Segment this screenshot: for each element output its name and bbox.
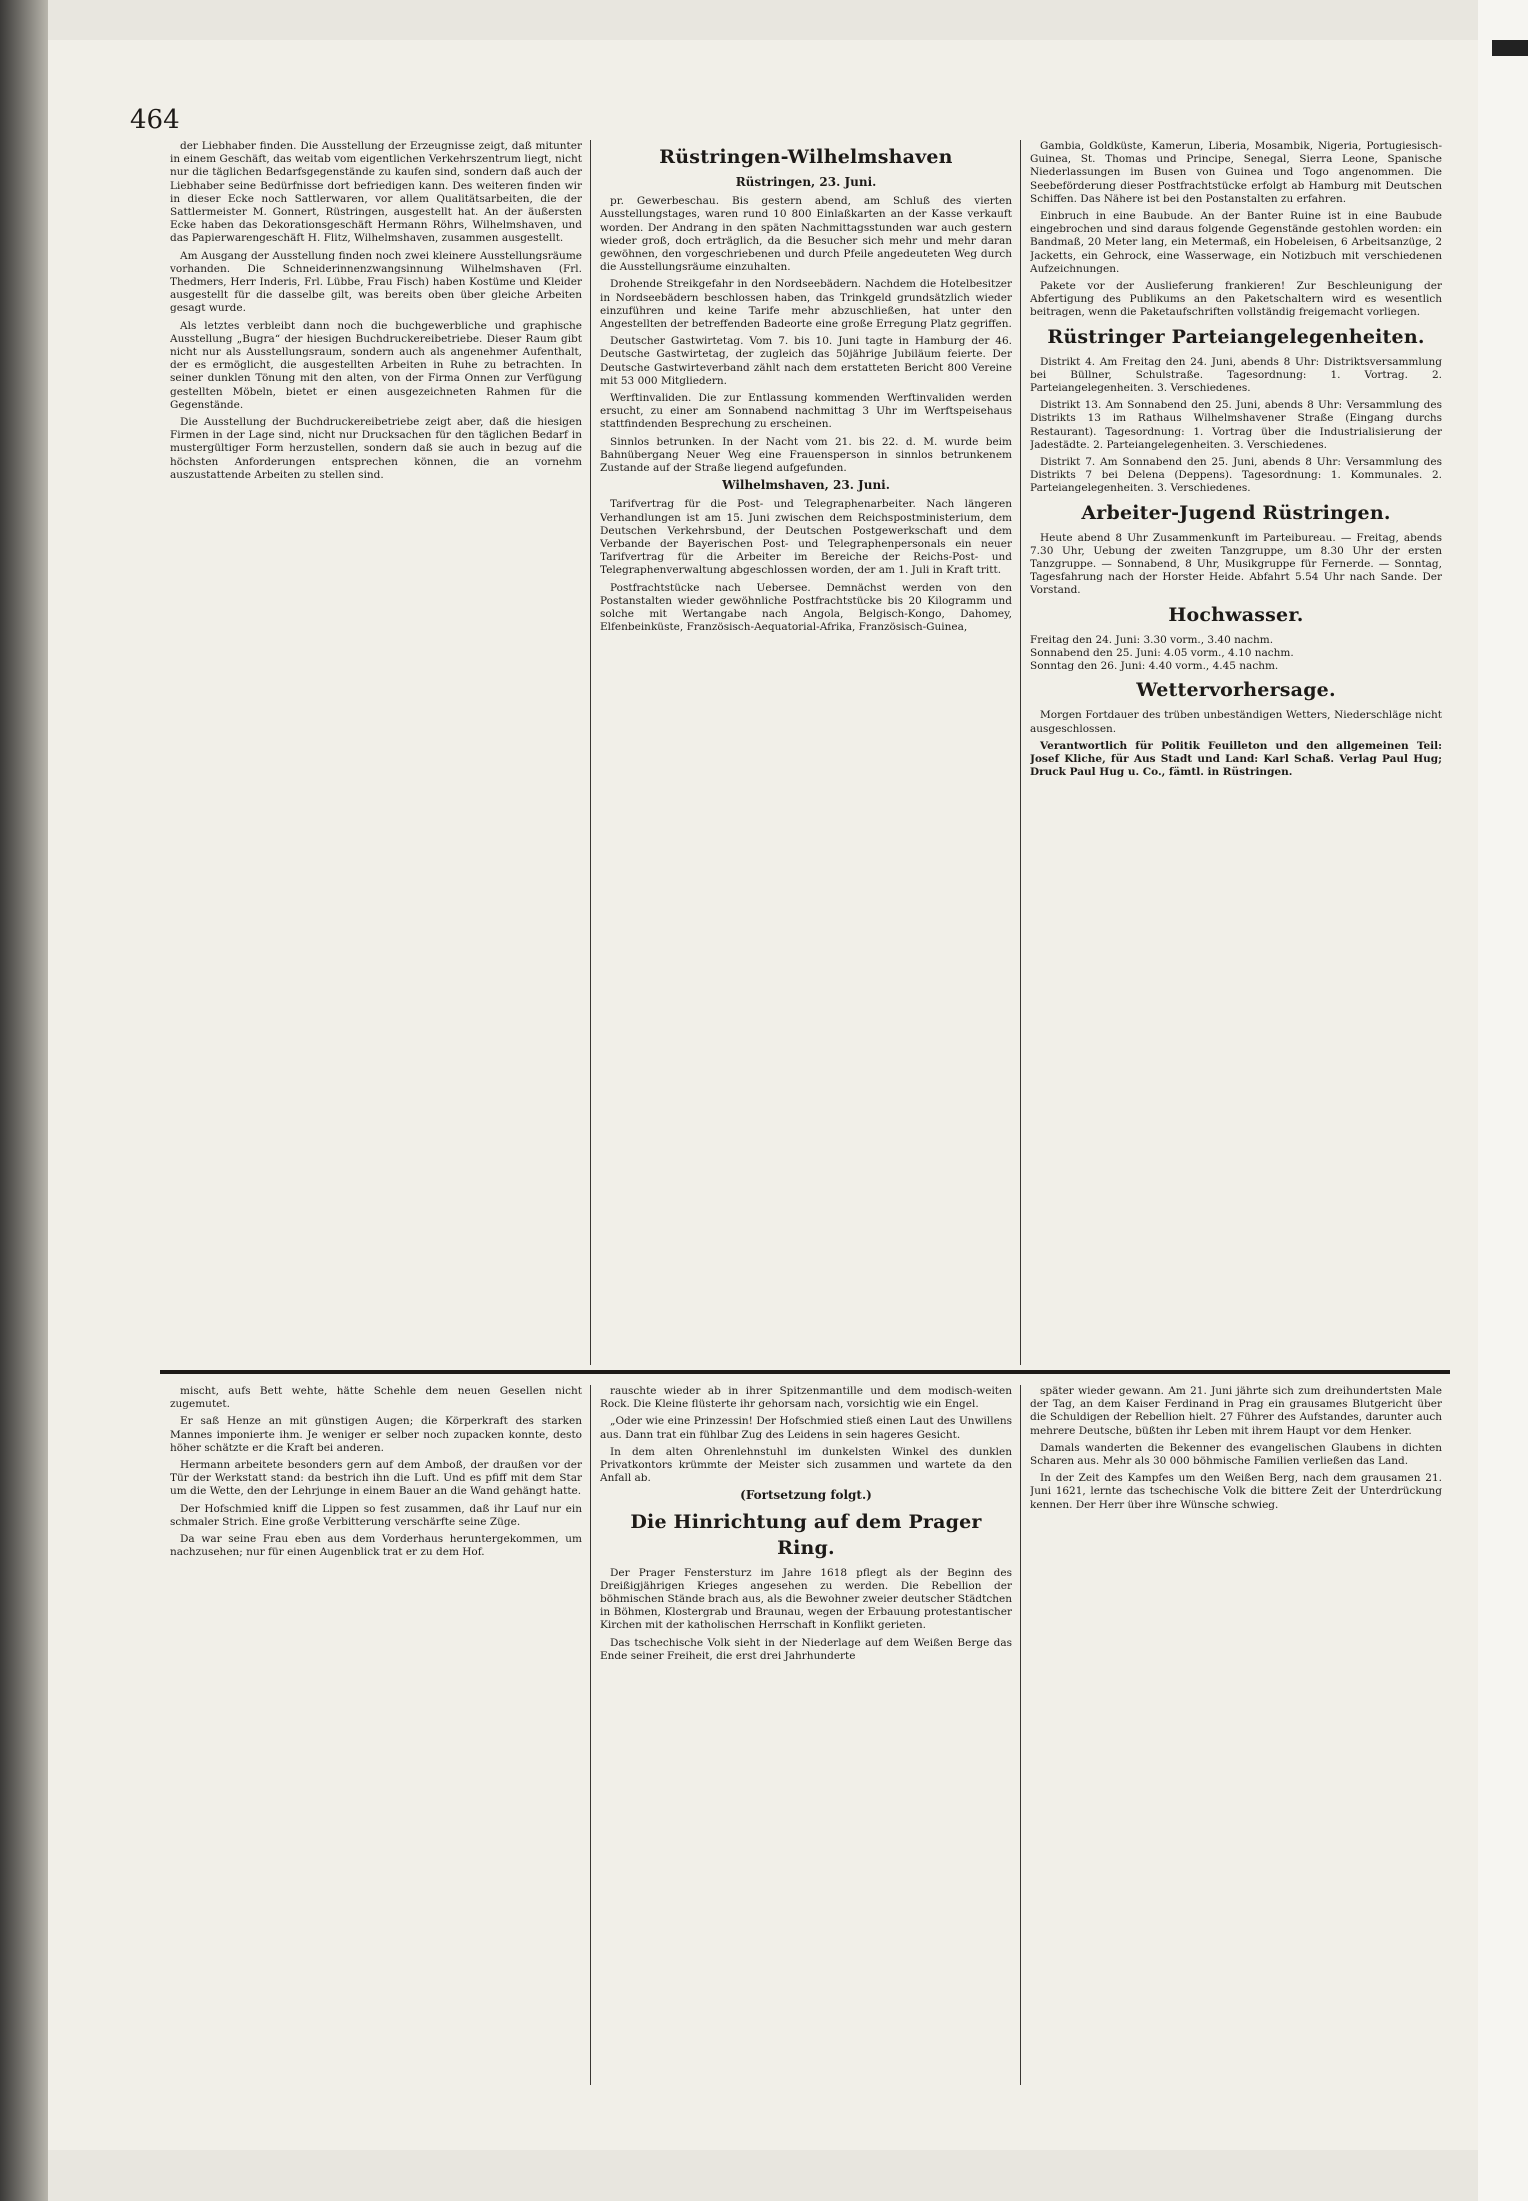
paragraph: Postfrachtstücke nach Uebersee. Demnächst werden von den Postanstalten wieder gewöhnliche Postfrachtstücke bis 20 Kilogramm und solche mit Wertangabe nach Angola, Belgisch-Kongo, Dahomey, Elfenbeinküste, Französisch-Aequatorial-Afrika, Französisch-Guinea,	[600, 581, 1012, 634]
page-divider	[160, 1370, 1450, 1374]
column-1	[170, 140, 582, 1360]
paragraph: Einbruch in eine Baubude. An der Banter Ruine ist in eine Baubude eingebrochen und sind daraus folgende Gegenstände gestohlen worden: ein Bandmaß, 20 Meter lang, ein Metermaß, ein Hobeleisen, 6 Arbeitsanzüge, 2 Jacketts, ein Gehrock, eine Wasserwage, ein Notizbuch mit verschiedenen Aufzeichnungen.	[1030, 210, 1442, 275]
section-headline: Arbeiter-Jugend Rüstringen.	[1081, 501, 1391, 524]
section-headline: Rüstringen-Wilhelmshaven	[659, 146, 953, 168]
paragraph: rauschte wieder ab in ihrer Spitzenmantille und dem modisch-weiten Rock. Die Kleine flüsterte ihr gehorsam nach, vorsichtig wie ein Engel.	[600, 1385, 1012, 1411]
section-headline: Wettervorhersage.	[1136, 679, 1336, 702]
column-3	[1030, 140, 1442, 1365]
tide-line: Sonntag den 26. Juni: 4.40 vorm., 4.45 nachm.	[1030, 660, 1279, 673]
paragraph: Distrikt 13. Am Sonnabend den 25. Juni, abends 8 Uhr: Versammlung des Distrikts 13 im Rathaus Wilhelmshavener Straße (Eingang durchs Restaurant). Tagesordnung: 1. Vortrag über die Industrialisierung der Jadestädte. 2. Parteiangelegenheiten. 3. Verschiedenes.	[1030, 399, 1442, 451]
section-headline: Rüstringer Parteiangelegenheiten.	[1047, 325, 1425, 348]
paragraph: der Liebhaber finden. Die Ausstellung der Erzeugnisse zeigt, daß mitunter in einem Geschäft, das weitab vom eigentlichen Verkehrszentrum liegt, nicht nur die täglichen Bedarfsgegenstände zu kaufen sind, sondern daß auch der Liebhaber seine Bedürfnisse dort befriedigen kann. Des weiteren finden wir in dieser Ecke noch Sattlerwaren, vor allem Qualitätsarbeiten, die der Sattlermeister M. Gonnert, Rüstringen, ausgestellt hat. An der äußersten Ecke haben das Dekorationsgeschäft Hermann Röhrs, Wilhelmshaven, und das Papierwarengeschäft H. Flitz, Wilhelmshaven, zusammen ausgestellt.	[170, 140, 582, 245]
paragraph: In der Zeit des Kampfes um den Weißen Berg, nach dem grausamen 21. Juni 1621, lernte das tschechische Volk die bittere Zeit der Unterdrückung kennen. Der Herr über ihre Wünsche schwieg.	[1030, 1472, 1442, 1511]
continued-note: (Fortsetzung folgt.)	[740, 1488, 872, 1503]
column-rule	[590, 140, 591, 1365]
page-number: 464	[130, 105, 180, 135]
paragraph: Da war seine Frau eben aus dem Vorderhaus heruntergekommen, um nachzusehen; nur für einen Augenblick trat er zu dem Hof.	[170, 1533, 582, 1559]
paragraph: Distrikt 7. Am Sonnabend den 25. Juni, abends 8 Uhr: Versammlung des Distrikts 7 bei Delena (Deppens). Tagesordnung: 1. Kommunales. 2. Parteiangelegenheiten. 3. Verschiedenes.	[1030, 456, 1442, 495]
paragraph: Als letztes verbleibt dann noch die buchgewerbliche und graphische Ausstellung „Bugra“ der hiesigen Buchdruckereibetriebe. Dieser Raum gibt nicht nur als Ausstellungsraum, sondern auch als angenehmer Aufenthalt, der es ermöglicht, die ausgestellten Arbeiten in Ruhe zu betrachten. In seiner dunklen Tönung mit den alten, von der Firma Onnen zur Verfügung gestellten Möbeln, bietet er einen ausgezeichneten Rahmen für die Gegenstände.	[170, 319, 582, 411]
paragraph: Sinnlos betrunken. In der Nacht vom 21. bis 22. d. M. wurde beim Bahnübergang Neuer Weg eine Frauensperson in sinnlos betrunkenem Zustande auf der Straße liegend aufgefunden.	[600, 435, 1012, 475]
scan-tab-marker	[1492, 40, 1528, 56]
imprint: Verantwortlich für Politik Feuilleton und den allgemeinen Teil: Josef Kliche, für Aus Stadt und Land: Karl Schaß. Verlag Paul Hug; Druck Paul Hug u. Co., fämtl. in Rüstringen.	[1030, 739, 1442, 779]
article-headline: Die Hinrichtung auf dem Prager Ring.	[630, 1510, 982, 1559]
paragraph: „Oder wie eine Prinzessin! Der Hofschmied stieß einen Laut des Unwillens aus. Dann trat ein fühlbar Zug des Leidens in sein hageres Gesicht.	[600, 1415, 1012, 1441]
paragraph: Morgen Fortdauer des trüben unbeständigen Wetters, Niederschläge nicht ausgeschlossen.	[1030, 709, 1442, 735]
paragraph: Hermann arbeitete besonders gern auf dem Amboß, der draußen vor der Tür der Werkstatt stand: da bestrich ihn die Luft. Und es pfiff mit dem Star um die Wette, den der Lehrjunge in einem Bauer an die Wand gehängt hatte.	[170, 1459, 582, 1498]
paragraph: Gambia, Goldküste, Kamerun, Liberia, Mosambik, Nigeria, Portugiesisch-Guinea, St. Thomas und Principe, Senegal, Sierra Leone, Spanische Niederlassungen im Busen von Guinea und Togo angenommen. Die Seebeförderung dieser Postfrachtstücke erfolgt ab Hamburg mit Deutschen Schiffen. Das Nähere ist bei den Postanstalten zu erfahren.	[1030, 140, 1442, 205]
tide-line: Sonnabend den 25. Juni: 4.05 vorm., 4.10 nachm.	[1030, 646, 1294, 659]
paragraph: Distrikt 4. Am Freitag den 24. Juni, abends 8 Uhr: Distriktsversammlung bei Büllner, Schulstraße. Tagesordnung: 1. Vortrag. 2. Parteiangelegenheiten. 3. Verschiedenes.	[1030, 355, 1442, 395]
paragraph: Pakete vor der Auslieferung frankieren! Zur Beschleunigung der Abfertigung des Publikums an den Paketschaltern wird es wesentlich beitragen, wenn die Paketaufschriften vollständig freigemacht vorliegen.	[1030, 280, 1442, 319]
tide-line: Freitag den 24. Juni: 3.30 vorm., 3.40 nachm.	[1030, 633, 1274, 646]
paragraph: mischt, aufs Bett wehte, hätte Schehle dem neuen Gesellen nicht zugemutet.	[170, 1385, 582, 1411]
paragraph: später wieder gewann. Am 21. Juni jährte sich zum dreihundertsten Male der Tag, an dem Kaiser Ferdinand in Prag ein grausames Blutgericht über die Schuldigen der Rebellion hielt. 27 Führer des Aufstandes, darunter auch mehrere Deutsche, büßten ihr Leben mit ihrem Haupt vor dem Henker.	[1030, 1385, 1442, 1437]
paragraph: Der Hofschmied kniff die Lippen so fest zusammen, daß ihr Lauf nur ein schmaler Strich. Eine große Verbitterung verschärfte seine Züge.	[170, 1502, 582, 1528]
prague-column-3	[1030, 1385, 1442, 2085]
column-rule	[1020, 140, 1021, 1365]
paragraph: Der Prager Fenstersturz im Jahre 1618 pflegt als der Beginn des Dreißigjährigen Krieges angesehen zu werden. Die Rebellion der böhmischen Stände brach aus, als die Bewohner zweier deutscher Städtchen in Böhmen, Klostergrab und Braunau, wegen der Erbauung protestantischer Kirchen mit der katholischen Herrschaft in Konflikt gerieten.	[600, 1566, 1012, 1632]
paragraph: Damals wanderten die Bekenner des evangelischen Glaubens in dichten Scharen aus. Mehr als 30 000 böhmische Familien verließen das Land.	[1030, 1441, 1442, 1468]
column-rule	[1020, 1385, 1021, 2085]
paragraph: Das tschechische Volk sieht in der Niederlage auf dem Weißen Berge das Ende seiner Freiheit, die erst drei Jahrhunderte	[600, 1636, 1012, 1662]
paragraph: Die Ausstellung der Buchdruckereibetriebe zeigt aber, daß die hiesigen Firmen in der Lage sind, nicht nur Drucksachen für den täglichen Bedarf in mustergültiger Form herzustellen, sondern daß sie auch in bezug auf die höchsten Anforderungen entsprechen können, die an vornehm auszustattende Arbeiten zu stellen sind.	[170, 416, 582, 481]
scan-margin-right	[1478, 0, 1528, 2201]
paragraph: Drohende Streikgefahr in den Nordseebädern. Nachdem die Hotelbesitzer in Nordseebädern beschlossen haben, das Trinkgeld grundsätzlich wieder einzuführen und keine Tarife mehr abzuschließen, hat unter den Angestellten der betreffenden Badeorte eine große Erregung Platz gegriffen.	[600, 278, 1012, 331]
paragraph: Heute abend 8 Uhr Zusammenkunft im Parteibureau. — Freitag, abends 7.30 Uhr, Uebung der zweiten Tanzgruppe, um 8.30 Uhr der ersten Tanzgruppe. — Sonnabend, 8 Uhr, Musikgruppe für Fernerde. — Sonntag, Tagesfahrung nach der Horster Heide. Abfahrt 5.54 Uhr nach Sande. Der Vorstand.	[1030, 531, 1442, 597]
section-headline: Hochwasser.	[1168, 603, 1304, 626]
serial-column-2	[600, 1385, 1012, 2085]
paragraph: Er saß Henze an mit günstigen Augen; die Körperkraft des starken Mannes imponierte ihm. Je weniger er selber noch zupacken konnte, desto höher schätzte er die Kraft bei anderen.	[170, 1415, 582, 1454]
column-rule	[590, 1385, 591, 2085]
dateline: Rüstringen, 23. Juni.	[735, 175, 877, 189]
scan-binding-edge	[0, 0, 48, 2201]
paragraph: Am Ausgang der Ausstellung finden noch zwei kleinere Ausstellungsräume vorhanden. Die Schneiderinnenzwangsinnung Wilhelmshaven (Frl. Thedmers, Herr Inderis, Frl. Lübbe, Frau Fisch) haben Kostüme und Kleider ausgestellt für die dasselbe gilt, was bereits oben über gleiche Arbeiten gesagt wurde.	[170, 249, 582, 315]
dateline: Wilhelmshaven, 23. Juni.	[722, 478, 890, 493]
paragraph: pr. Gewerbeschau. Bis gestern abend, am Schluß des vierten Ausstellungstages, waren rund 10 800 Einlaßkarten an der Kasse verkauft worden. Der Andrang in den späten Nachmittagsstunden war auch gestern wieder groß, doch erträglich, da die Besucher sich mehr und mehr daran gewöhnen, den vorgeschriebenen und durch Pfeile angedeuteten Weg durch die Ausstellungsräume einzuhalten.	[600, 195, 1012, 274]
column-2	[600, 140, 1012, 1365]
paragraph: In dem alten Ohrenlehnstuhl im dunkelsten Winkel des dunklen Privatkontors krümmte der Meister sich zusammen und wartete da den Anfall ab.	[600, 1445, 1012, 1485]
serial-column-1	[170, 1385, 582, 2085]
paragraph: Deutscher Gastwirtetag. Vom 7. bis 10. Juni tagte in Hamburg der 46. Deutsche Gastwirtetag, der zugleich das 50jährige Jubiläum feierte. Der Deutsche Gastwirteverband zählt nach dem erstatteten Bericht 800 Vereine mit 53 000 Mitgliedern.	[600, 335, 1012, 387]
paragraph: Tarifvertrag für die Post- und Telegraphenarbeiter. Nach längeren Verhandlungen ist am 15. Juni zwischen dem Reichspostministerium, dem Deutschen Verkehrsbund, der Deutschen Postgewerkschaft und dem Verbande der Bayerischen Post- und Telegraphenpersonals ein neuer Tarifvertrag für die Arbeiter im Bereiche der Reichs-Post- und Telegraphenverwaltung abgeschlossen worden, der am 1. Juli in Kraft tritt.	[600, 498, 1012, 577]
paragraph: Werftinvaliden. Die zur Entlassung kommenden Werftinvaliden werden ersucht, zu einer am Sonnabend nachmittag 3 Uhr im Werftspeisehaus stattfindenden Besprechung zu erscheinen.	[600, 392, 1012, 431]
